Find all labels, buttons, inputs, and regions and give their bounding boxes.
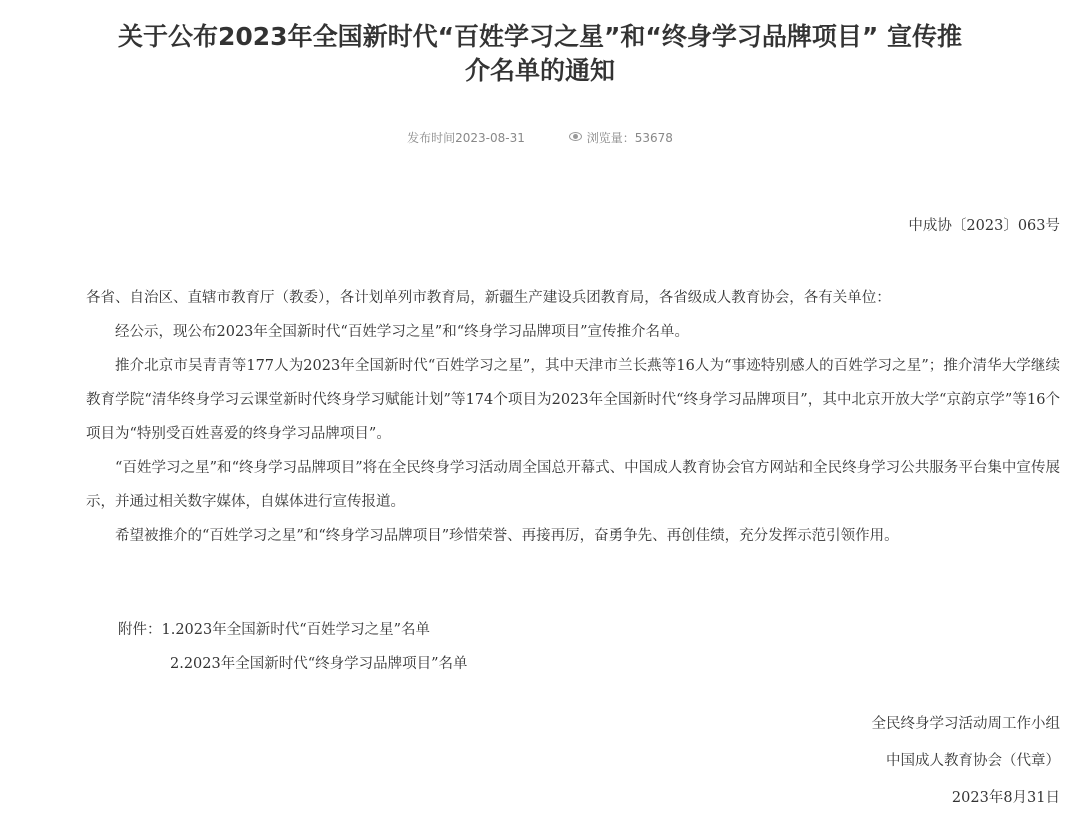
salutation: 各省、自治区、直辖市教育厅（教委），各计划单列市教育局，新疆生产建设兵团教育局，各省级成人教育协会，各有关单位： [86, 290, 891, 306]
attachment-item: 2.2023年全国新时代“终身学习品牌项目”名单 [170, 656, 468, 672]
page-title: 关于公布2023年全国新时代“百姓学习之星”和“终身学习品牌项目” 宣传推介名单的通知 [117, 22, 962, 85]
signature-date: 2023年8月31日 [951, 790, 1060, 806]
paragraph: 希望被推介的“百姓学习之星”和“终身学习品牌项目”珍惜荣誉、再接再厉，奋勇争先、再创佳绩，充分发挥示范引领作用。 [115, 528, 899, 544]
attachment-item: 附件：1.2023年全国新时代“百姓学习之星”名单 [118, 622, 431, 638]
document-body [86, 281, 1060, 553]
article-meta [0, 129, 1080, 146]
publish-time: 发布时间2023-08-31 [407, 131, 525, 145]
signature-org: 全民终身学习活动周工作小组 [871, 716, 1060, 732]
signature-org: 中国成人教育协会（代章） [886, 753, 1060, 769]
view-count: 浏览量：53678 [586, 131, 673, 145]
paragraph: 经公示，现公布2023年全国新时代“百姓学习之星”和“终身学习品牌项目”宣传推介名单。 [115, 324, 690, 340]
document-number: 中成协〔2023〕063号 [908, 218, 1060, 234]
attachments [118, 613, 468, 681]
signature-block [872, 706, 1061, 817]
eye-icon [569, 132, 582, 141]
paragraph: “百姓学习之星”和“终身学习品牌项目”将在全民终身学习活动周全国总开幕式、中国成人教育协会官方网站和全民终身学习公共服务平台集中宣传展示，并通过相关数字媒体，自媒体进行宣传报道。 [86, 460, 1060, 510]
paragraph: 推介北京市吴青青等177人为2023年全国新时代“百姓学习之星”，其中天津市兰长燕等16人为“事迹特别感人的百姓学习之星”；推介清华大学继续教育学院“清华终身学习云课堂新时代终身学习赋能计划”等174个项目为2023年全国新时代“终身学习品牌项目”，其中北京开放大学“京韵京学”等16个项目为“特别受百姓喜爱的终身学习品牌项目”。 [86, 358, 1060, 442]
